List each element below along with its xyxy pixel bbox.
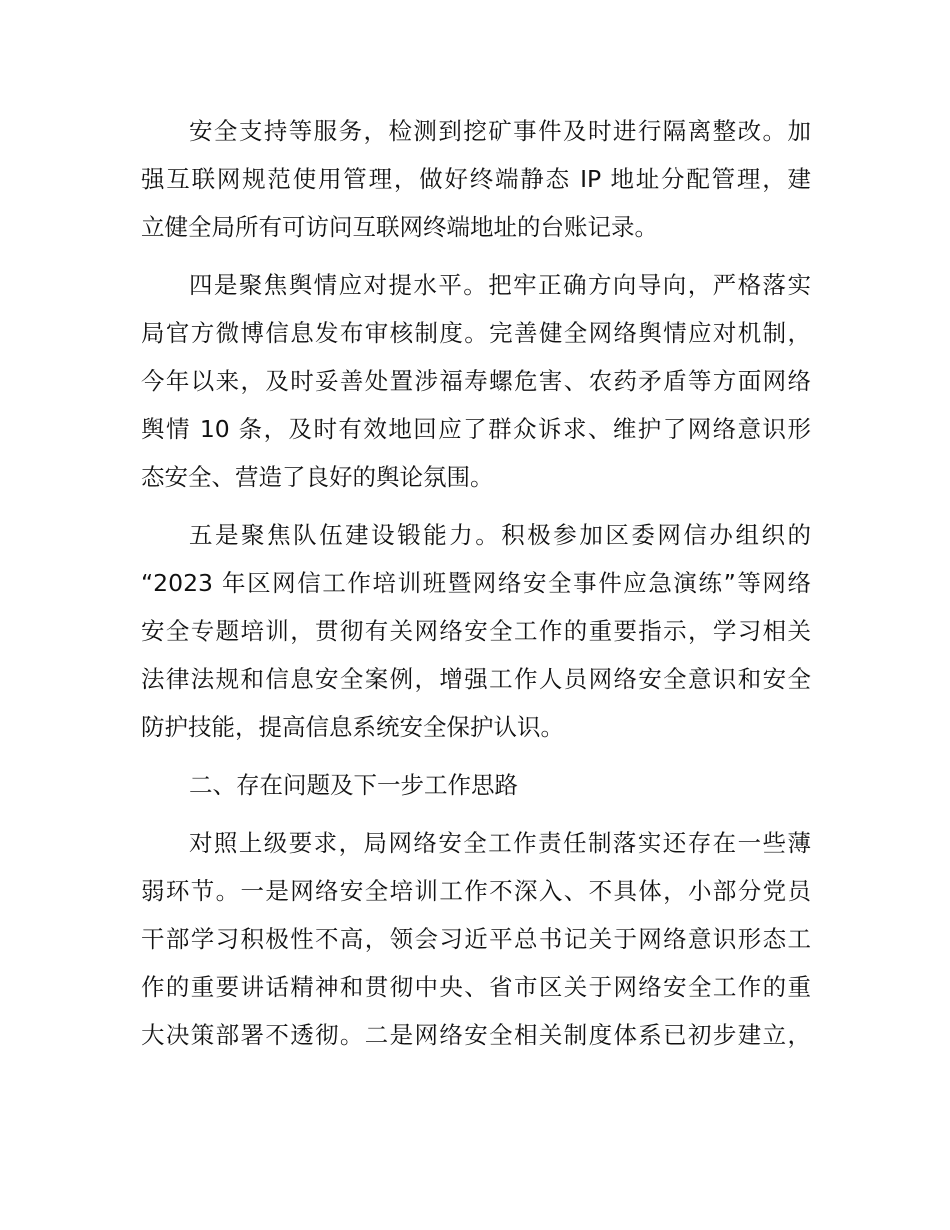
text-line: 法律法规和信息安全案例，增强工作人员网络安全意识和安全 xyxy=(141,665,811,693)
text-line: “2023 年区网信工作培训班暨网络安全事件应急演练”等网络 xyxy=(141,569,811,597)
text-line: 防护技能，提高信息系统安全保护认识。 xyxy=(141,713,564,741)
section-heading xyxy=(141,764,811,812)
paragraph-team-building xyxy=(141,514,811,754)
text-line: 舆情 10 条，及时有效地回应了群众诉求、维护了网络意识形 xyxy=(141,415,811,443)
paragraph-problems xyxy=(141,822,811,1062)
text-line: 安全专题培训，贯彻有关网络安全工作的重要指示，学习相关 xyxy=(141,617,811,645)
text-line: 安全支持等服务，检测到挖矿事件及时进行隔离整改。加 xyxy=(189,117,811,145)
text-line: 大决策部署不透彻。二是网络安全相关制度体系已初步建立， xyxy=(141,1021,811,1049)
text-line: 四是聚焦舆情应对提水平。把牢正确方向导向，严格落实 xyxy=(189,271,811,299)
text-line: 今年以来，及时妥善处置涉福寿螺危害、农药矛盾等方面网络 xyxy=(141,367,811,395)
text-line: 弱环节。一是网络安全培训工作不深入、不具体，小部分党员 xyxy=(141,877,811,905)
text-line: 态安全、营造了良好的舆论氛围。 xyxy=(141,463,494,491)
text-line: 干部学习积极性不高，领会习近平总书记关于网络意识形态工 xyxy=(141,925,811,953)
paragraph-security-support xyxy=(141,110,811,254)
text-line: 五是聚焦队伍建设锻能力。积极参加区委网信办组织的 xyxy=(189,521,811,549)
text-line: 立健全局所有可访问互联网终端地址的台账记录。 xyxy=(141,213,658,241)
document-body xyxy=(141,110,811,1062)
text-line: 局官方微博信息发布审核制度。完善健全网络舆情应对机制， xyxy=(141,319,811,347)
text-line: 作的重要讲话精神和贯彻中央、省市区关于网络安全工作的重 xyxy=(141,973,811,1001)
paragraph-public-opinion xyxy=(141,264,811,504)
text-line: 强互联网规范使用管理，做好终端静态 IP 地址分配管理，建 xyxy=(141,165,811,193)
text-line: 对照上级要求，局网络安全工作责任制落实还存在一些薄 xyxy=(189,829,811,857)
section-heading-text: 二、存在问题及下一步工作思路 xyxy=(189,771,518,799)
